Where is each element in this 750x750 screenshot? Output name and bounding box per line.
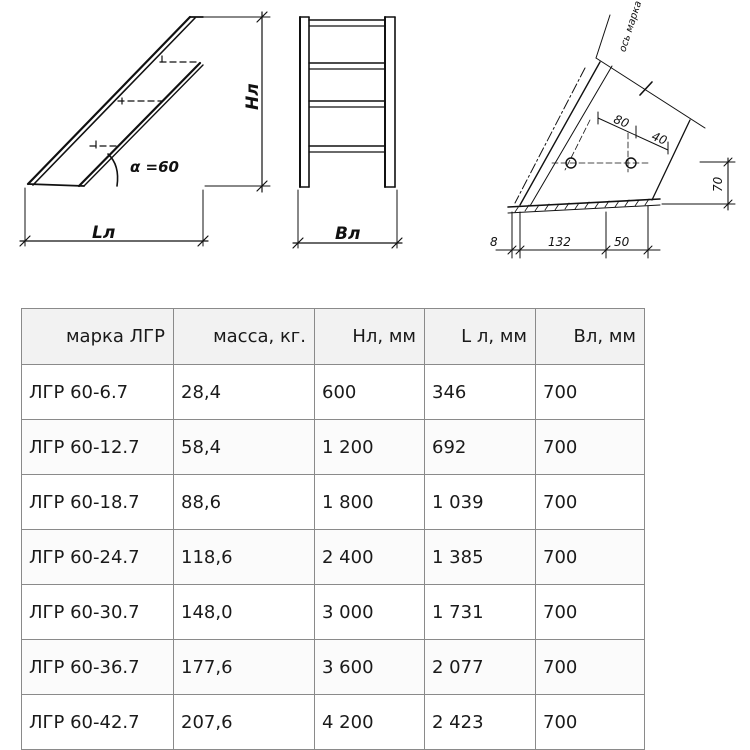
- cell-height: 2 400: [315, 530, 425, 585]
- cell-width: 700: [536, 475, 645, 530]
- cell-width: 700: [536, 640, 645, 695]
- axis-marker-label: ось марка: [617, 0, 645, 54]
- cell-height: 4 200: [315, 695, 425, 750]
- cell-mark: ЛГР 60-36.7: [22, 640, 174, 695]
- cell-length: 2 077: [425, 640, 536, 695]
- height-label: Hл: [243, 83, 263, 110]
- technical-drawings: [0, 0, 750, 290]
- cell-mark: ЛГР 60-24.7: [22, 530, 174, 585]
- dim-40-label: 40: [649, 129, 670, 148]
- header-length: L л, мм: [425, 309, 536, 365]
- header-height: Нл, мм: [315, 309, 425, 365]
- front-view-drawing: [293, 17, 402, 248]
- cell-mass: 88,6: [174, 475, 315, 530]
- ladder-spec-table: [21, 308, 645, 750]
- cell-height: 3 600: [315, 640, 425, 695]
- cell-length: 692: [425, 420, 536, 475]
- cell-mass: 28,4: [174, 365, 315, 420]
- width-label: Bл: [335, 224, 361, 244]
- header-width: Вл, мм: [536, 309, 645, 365]
- cell-mass: 207,6: [174, 695, 315, 750]
- angle-label: α =60: [130, 158, 179, 176]
- cell-mark: ЛГР 60-12.7: [22, 420, 174, 475]
- table-row: [22, 475, 645, 530]
- table-body: [22, 365, 645, 750]
- header-row: [22, 309, 645, 365]
- table-row: [22, 640, 645, 695]
- cell-length: 1 039: [425, 475, 536, 530]
- cell-width: 700: [536, 420, 645, 475]
- table-row: [22, 695, 645, 750]
- cell-length: 1 385: [425, 530, 536, 585]
- dim-50-label: 50: [614, 235, 630, 249]
- cell-length: 1 731: [425, 585, 536, 640]
- cell-width: 700: [536, 695, 645, 750]
- cell-height: 1 800: [315, 475, 425, 530]
- dim-8-label: 8: [490, 235, 498, 249]
- table-row: [22, 585, 645, 640]
- header-mark: марка ЛГР: [22, 309, 174, 365]
- cell-mark: ЛГР 60-6.7: [22, 365, 174, 420]
- cell-mark: ЛГР 60-30.7: [22, 585, 174, 640]
- dim-132-label: 132: [548, 235, 571, 249]
- cell-width: 700: [536, 585, 645, 640]
- length-label: Lл: [92, 223, 116, 243]
- header-mass: масса, кг.: [174, 309, 315, 365]
- cell-mass: 118,6: [174, 530, 315, 585]
- cell-mass: 177,6: [174, 640, 315, 695]
- side-view-drawing: [20, 12, 270, 246]
- cell-width: 700: [536, 530, 645, 585]
- cell-height: 1 200: [315, 420, 425, 475]
- table-header: [22, 309, 645, 365]
- cell-height: 600: [315, 365, 425, 420]
- cell-width: 700: [536, 365, 645, 420]
- cell-mass: 58,4: [174, 420, 315, 475]
- table-row: [22, 420, 645, 475]
- dim-70-label: 70: [711, 176, 725, 192]
- table-row: [22, 530, 645, 585]
- cell-mass: 148,0: [174, 585, 315, 640]
- cell-mark: ЛГР 60-18.7: [22, 475, 174, 530]
- cell-height: 3 000: [315, 585, 425, 640]
- cell-length: 2 423: [425, 695, 536, 750]
- cell-length: 346: [425, 365, 536, 420]
- table-row: [22, 365, 645, 420]
- dim-80-label: 80: [611, 112, 632, 131]
- detail-view-drawing: [496, 15, 735, 258]
- cell-mark: ЛГР 60-42.7: [22, 695, 174, 750]
